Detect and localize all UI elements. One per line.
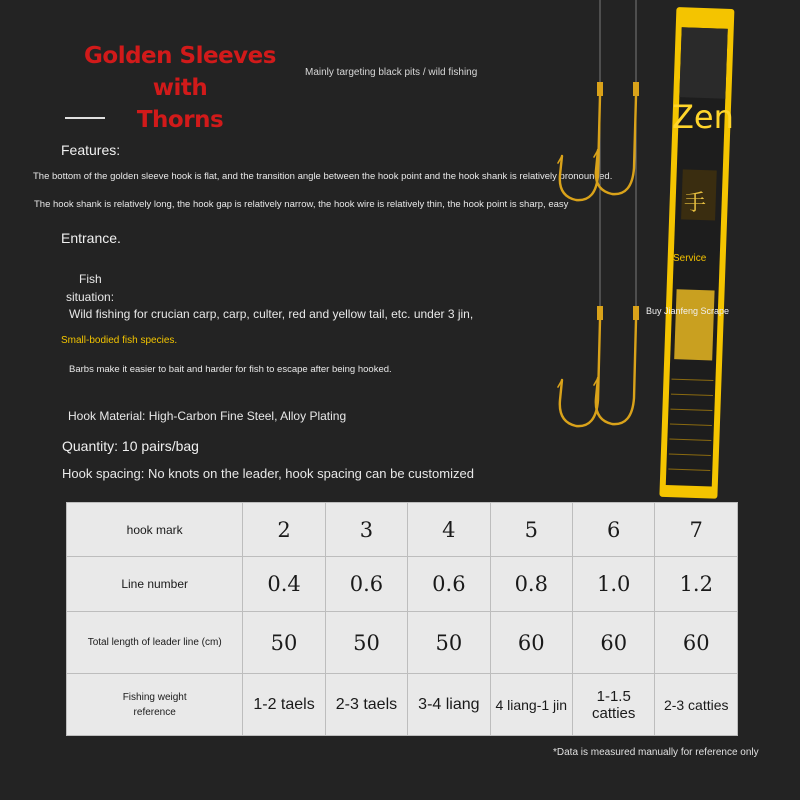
weight-cell: 2-3 taels xyxy=(325,674,407,736)
title-line-2: Thorns xyxy=(136,107,224,133)
weight-cell: 2-3 catties xyxy=(655,674,738,736)
hook-mark-cell: 6 xyxy=(572,503,655,557)
line-number-cell: 1.0 xyxy=(572,557,655,612)
weight-label-line-2: reference xyxy=(133,706,176,718)
row-label-length: Total length of leader line (cm) xyxy=(67,612,243,674)
footnote: *Data is measured manually for reference only xyxy=(553,747,759,758)
fish-situation-label-2: situation: xyxy=(66,290,115,304)
package-service-text: Service xyxy=(673,253,707,264)
spec-table xyxy=(66,502,738,736)
table-row-length xyxy=(67,612,738,674)
fish-situation-label-1: Fish xyxy=(79,272,102,286)
line-number-cell: 0.6 xyxy=(325,557,407,612)
features-line-1: The bottom of the golden sleeve hook is flat, and the transition angle between the hook point and the hook shank is relatively pronounced. xyxy=(33,171,613,182)
features-line-2: The hook shank is relatively long, the hook gap is relatively narrow, the hook wire is relatively thin, the hook point is sharp, easy xyxy=(34,199,569,210)
weight-cell: 1-1.5 catties xyxy=(572,674,655,736)
weight-label-line-1: Fishing weight xyxy=(122,691,187,703)
features-heading: Features: xyxy=(61,142,121,158)
row-label-hook-mark: hook mark xyxy=(67,503,243,557)
table-row-weight xyxy=(67,674,738,736)
length-cell: 60 xyxy=(490,612,572,674)
weight-cell: 3-4 liang xyxy=(408,674,490,736)
row-label-line-number: Line number xyxy=(67,557,243,612)
product-illustration xyxy=(540,0,800,500)
row-label-weight xyxy=(67,674,243,736)
barbs-note: Barbs make it easier to bait and harder for fish to escape after being hooked. xyxy=(69,364,392,375)
line-number-cell: 0.4 xyxy=(243,557,325,612)
package-buy-text: Buy Jianfeng Scrape xyxy=(646,306,730,316)
table-row-line-number xyxy=(67,557,738,612)
length-cell: 50 xyxy=(408,612,490,674)
title-line-1: Golden Sleeves with xyxy=(84,43,276,101)
length-cell: 60 xyxy=(572,612,655,674)
subtitle: Mainly targeting black pits / wild fishing xyxy=(305,67,478,78)
divider xyxy=(65,117,105,119)
hook-mark-cell: 5 xyxy=(490,503,572,557)
small-fish-note: Small-bodied fish species. xyxy=(61,335,178,346)
hook-mark-cell: 7 xyxy=(655,503,738,557)
package-brand-text: Zen xyxy=(672,98,734,136)
spacing-text: Hook spacing: No knots on the leader, hook spacing can be customized xyxy=(62,466,474,481)
length-cell: 60 xyxy=(655,612,738,674)
line-number-cell: 0.6 xyxy=(408,557,490,612)
line-number-cell: 0.8 xyxy=(490,557,572,612)
hook-mark-cell: 2 xyxy=(243,503,325,557)
entrance-heading: Entrance. xyxy=(61,230,121,246)
quantity-text: Quantity: 10 pairs/bag xyxy=(62,438,199,454)
page-title xyxy=(70,40,290,136)
table-row-hook-mark xyxy=(67,503,738,557)
length-cell: 50 xyxy=(243,612,325,674)
fish-situation-text: Wild fishing for crucian carp, carp, culter, red and yellow tail, etc. under 3 jin, xyxy=(69,307,474,321)
package-character: 手 xyxy=(684,190,707,215)
weight-cell: 1-2 taels xyxy=(243,674,325,736)
length-cell: 50 xyxy=(325,612,407,674)
hook-mark-cell: 3 xyxy=(325,503,407,557)
hook-mark-cell: 4 xyxy=(408,503,490,557)
weight-cell: 4 liang-1 jin xyxy=(490,674,572,736)
line-number-cell: 1.2 xyxy=(655,557,738,612)
material-text: Hook Material: High-Carbon Fine Steel, Alloy Plating xyxy=(68,409,347,423)
